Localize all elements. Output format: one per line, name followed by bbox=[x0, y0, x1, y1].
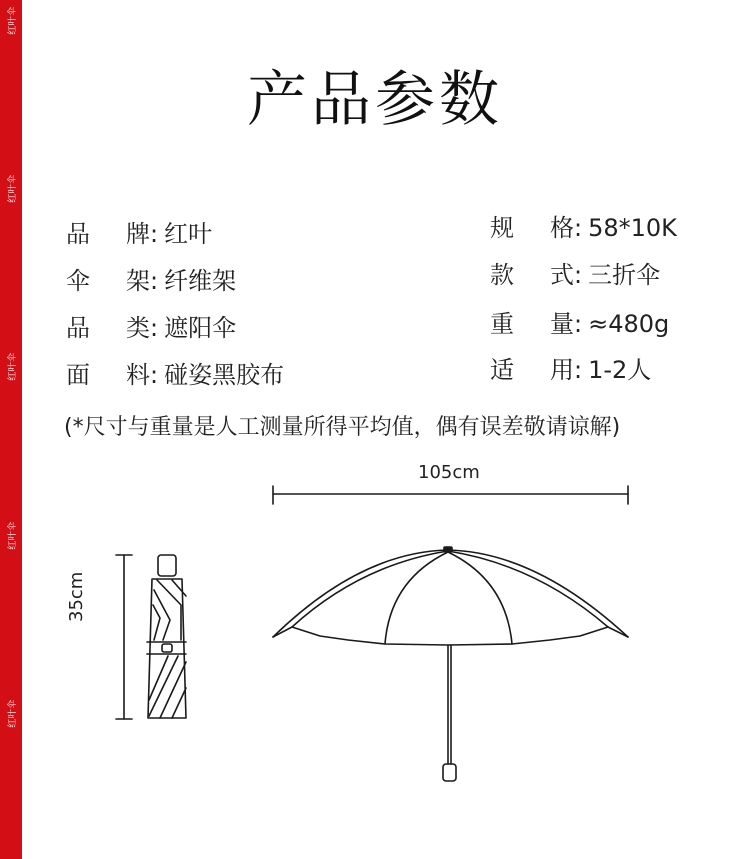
open-umbrella-icon bbox=[273, 547, 628, 781]
brand-mark: 红叶伞 bbox=[7, 5, 18, 35]
spec-label: 重 量 bbox=[490, 310, 574, 338]
spec-weight: 重 量: ≈480g bbox=[490, 304, 669, 339]
spec-label: 适 用 bbox=[490, 356, 574, 384]
width-dimension-label: 105cm bbox=[418, 462, 480, 483]
brand-mark: 红叶伞 bbox=[7, 698, 18, 728]
brand-mark: 红叶伞 bbox=[7, 173, 18, 203]
spec-value: 红叶 bbox=[164, 220, 213, 248]
brand-mark: 红叶伞 bbox=[7, 520, 18, 550]
spec-label: 款 式 bbox=[490, 261, 574, 289]
spec-value: 纤维架 bbox=[164, 267, 237, 295]
measurement-note: (*尺寸与重量是人工测量所得平均值，偶有误差敬请谅解) bbox=[64, 415, 621, 440]
spec-value: 三折伞 bbox=[588, 261, 661, 289]
spec-label: 伞 架 bbox=[66, 267, 150, 295]
height-dimension-label: 35cm bbox=[66, 571, 87, 622]
folded-umbrella-icon bbox=[147, 555, 186, 718]
brand-mark: 红叶伞 bbox=[7, 351, 18, 381]
spec-brand: 品 牌: 红叶 bbox=[66, 214, 212, 249]
spec-size: 规 格: 58*10K bbox=[490, 208, 677, 243]
spec-value: 58*10K bbox=[588, 214, 677, 242]
width-dimension-line bbox=[273, 486, 628, 504]
spec-capacity: 适 用: 1-2人 bbox=[490, 350, 651, 385]
spec-category: 品 类: 遮阳伞 bbox=[66, 308, 236, 343]
spec-value: 遮阳伞 bbox=[164, 314, 237, 342]
spec-style: 款 式: 三折伞 bbox=[490, 255, 660, 290]
spec-label: 品 类 bbox=[66, 314, 150, 342]
spec-frame: 伞 架: 纤维架 bbox=[66, 261, 236, 296]
spec-value: ≈480g bbox=[588, 310, 670, 338]
spec-label: 面 料 bbox=[66, 361, 150, 389]
spec-label: 规 格 bbox=[490, 214, 574, 242]
spec-value: 碰姿黑胶布 bbox=[164, 361, 285, 389]
spec-label: 品 牌 bbox=[66, 220, 150, 248]
spec-fabric: 面 料: 碰姿黑胶布 bbox=[66, 355, 284, 390]
height-dimension-line bbox=[116, 555, 132, 719]
page-title: 产品参数 bbox=[247, 65, 503, 135]
spec-value: 1-2人 bbox=[588, 356, 652, 384]
